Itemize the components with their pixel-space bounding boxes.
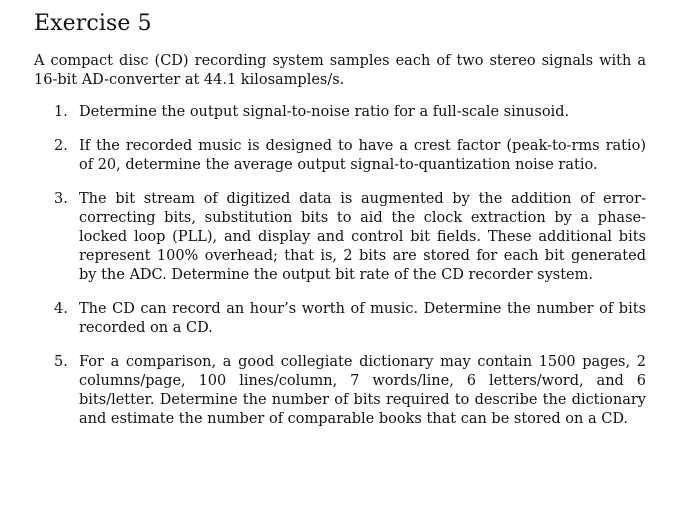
exercise-title: Exercise 5	[34, 11, 152, 36]
exercise-item-text: Determine the output signal-to-noise ratio for a full-scale sinusoid.	[79, 104, 570, 120]
exercise-item-1	[34, 103, 646, 122]
exercise-item-text: The CD can record an hour’s worth of music. Determine the number of bits recorded on a CD.	[79, 301, 646, 336]
exercise-item-3	[34, 190, 646, 285]
exercise-list	[34, 103, 646, 429]
exercise-item-number: 3.	[54, 191, 68, 207]
exercise-item-number: 1.	[54, 104, 68, 120]
exercise-item-2	[34, 137, 646, 175]
exercise-item-text: The bit stream of digitized data is augmented by the addition of error-correcting bits, substitution bits to aid the clock extraction by a phase-locked loop (PLL), and display and control bit fields. These additional bits represent 100% overhead; that is, 2 bits are stored for each bit generated by the ADC. Determine the output bit rate of the CD recorder system.	[79, 191, 646, 283]
exercise-item-number: 4.	[54, 301, 68, 317]
exercise-intro: A compact disc (CD) recording system samples each of two stereo signals with a 16-bit AD-converter at 44.1 kilosamples/s.	[34, 53, 646, 88]
exercise-item-number: 2.	[54, 138, 68, 154]
exercise-item-5	[34, 353, 646, 429]
exercise-item-4	[34, 300, 646, 338]
exercise-item-text: For a comparison, a good collegiate dictionary may contain 1500 pages, 2 columns/page, 100 lines/column, 7 words/line, 6 letters/word, and 6 bits/letter. Determine the number of bits required to describe the dictionary and estimate the number of comparable books that can be stored on a CD.	[79, 354, 646, 427]
exercise-item-number: 5.	[54, 354, 68, 370]
exercise-item-text: If the recorded music is designed to have a crest factor (peak-to-rms ratio) of 20, determine the average output signal-to-quantization noise ratio.	[79, 138, 646, 173]
